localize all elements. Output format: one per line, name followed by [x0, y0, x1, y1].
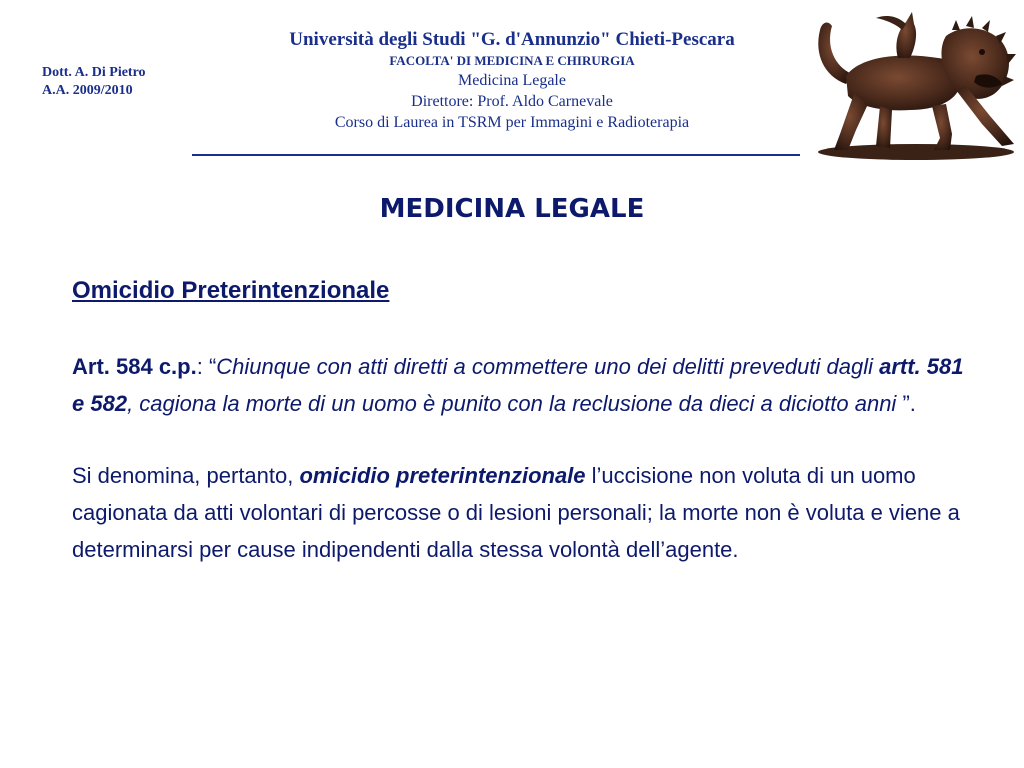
defined-term: omicidio preterintenzionale [299, 463, 586, 488]
definition-paragraph [72, 457, 972, 568]
article-paragraph [72, 348, 972, 422]
section-title: Omicidio Preterintenzionale [72, 277, 390, 304]
university-name: Università degli Studi "G. d'Annunzio" Chieti-Pescara [289, 29, 735, 50]
institution-header [192, 28, 832, 133]
director-name: Direttore: Prof. Aldo Carnevale [411, 93, 613, 110]
slide-title: MEDICINA LEGALE [379, 194, 645, 224]
article-quote-part2: , cagiona la morte di un uomo è punito con la reclusione da dieci a diciotto anni [127, 391, 903, 416]
article-reference: Art. 584 c.p. [72, 354, 197, 379]
academic-year: A.A. 2009/2010 [42, 83, 133, 98]
author-name: Dott. A. Di Pietro [42, 65, 146, 80]
definition-body: l’uccisione non voluta di un uomo cagionata da atti volontari di percosse o di lesioni personali; la morte non è voluta e viene a determinarsi per cause indipendenti dalla stessa volontà dell’agente. [72, 463, 960, 562]
department-name: Medicina Legale [458, 72, 566, 89]
quote-close: ”. [902, 391, 916, 416]
course-name: Corso di Laurea in TSRM per Immagini e Radioterapia [334, 114, 690, 131]
slide-content [72, 275, 972, 568]
faculty-name: FACOLTA' DI MEDICINA E CHIRURGIA [389, 53, 635, 68]
chimera-logo-icon [806, 6, 1018, 162]
cited-articles: artt. 581 e 582 [72, 354, 964, 416]
definition-intro: Si denomina, pertanto, [72, 463, 300, 488]
author-block [42, 64, 146, 100]
article-quote-part1: Chiunque con atti diretti a commettere uno dei delitti preveduti dagli [216, 354, 880, 379]
header-divider [192, 154, 800, 156]
quote-open: : “ [196, 354, 217, 379]
